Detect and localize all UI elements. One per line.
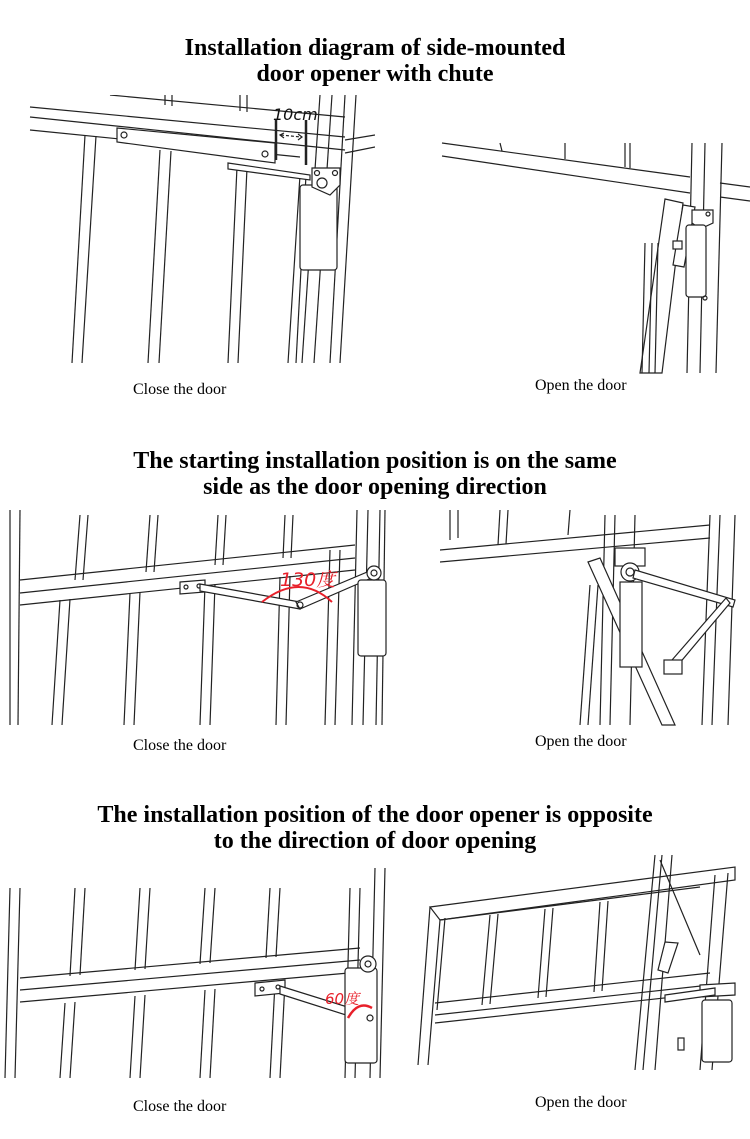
- diagram-same-side-closed: [0, 510, 395, 730]
- caption-close-door-1: Close the door: [133, 381, 227, 398]
- section-3-title: [0, 802, 750, 854]
- section-3-title-line-1: The installation position of the door opener is opposite: [97, 802, 653, 828]
- diagram-side-mounted-open: [430, 95, 750, 375]
- section-1-title-line-2: door opener with chute: [256, 61, 494, 87]
- caption-open-door-2: Open the door: [535, 733, 627, 750]
- angle-130-label: 130度: [280, 569, 336, 591]
- section-2-title-line-2: side as the door opening direction: [203, 474, 547, 500]
- section-1-title: [0, 35, 750, 87]
- caption-open-door-1: Open the door: [535, 377, 627, 394]
- diagram-same-side-open: [440, 510, 750, 730]
- measurement-10cm-label: 10cm: [273, 105, 318, 124]
- angle-60-label: 60度: [325, 990, 360, 1008]
- section-1-title-line-1: Installation diagram of side-mounted: [184, 35, 566, 61]
- section-2-title-line-1: The starting installation position is on the same: [133, 448, 617, 474]
- section-3-title-line-2: to the direction of door opening: [213, 828, 537, 854]
- caption-close-door-2: Close the door: [133, 737, 227, 754]
- diagram-opposite-side-closed: [0, 868, 400, 1083]
- section-2-title: [0, 448, 750, 500]
- caption-open-door-3: Open the door: [535, 1094, 627, 1111]
- diagram-opposite-side-open: [410, 855, 750, 1080]
- caption-close-door-3: Close the door: [133, 1098, 227, 1115]
- diagram-side-mounted-closed: [0, 95, 375, 370]
